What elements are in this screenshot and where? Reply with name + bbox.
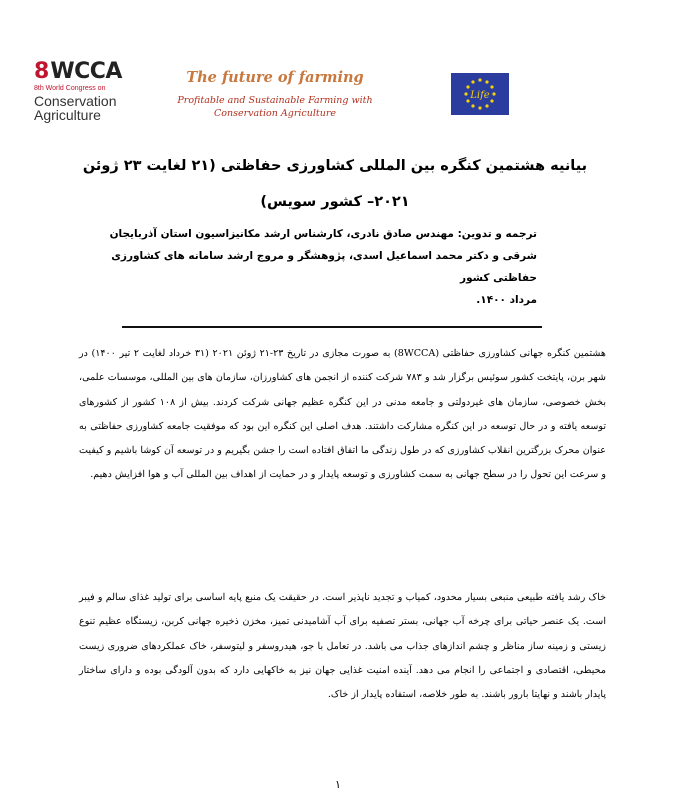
- logo-number: 8: [34, 59, 50, 84]
- logo-text: WCCA: [50, 59, 122, 84]
- header-tagline: [175, 68, 375, 120]
- document-date: مرداد ۱۴۰۰.: [476, 294, 537, 306]
- paragraph: هشتمین کنگره جهانی کشاورزی حفاظتی (8WCCA) به صورت مجازی در تاریخ ۲۳-۲۱ ژوئن ۲۰۲۱ (۳۱ خرداد لغایت ۲ تیر ۱۴۰۰) در شهر برن، پایتخت کشور سوئیس برگزار شد و ۷۸۳ شرکت کننده از انجمن های کشاورزان، سازمان های بین المللی، موسسات علمی، بخش خصوصی، سازمان های غیردولتی و جامعه مدنی در این کنگره عظیم جهانی شرکت کردند. بیش از ۱۰۸ کشور از کشورهای توسعه یافته و در حال توسعه در این کنگره مشارکت داشتند. هدف اصلی این کنگره این بود که موفقیت جامعه کشاورزی حفاظتی به عنوان محرک بزرگترین انقلاب کشاورزی که در طول زندگی ما اتفاق افتاده است را جشن بگیریم و در توسعه آن کوشا باشیم و کیفیت و سرعت این تحول را در سطح جهانی به سمت کشاورزی و توسعه پایدار و در حمایت از اهداف بین المللی آب و هوا افزایش دهیم.: [79, 348, 607, 481]
- logo-mark: [34, 60, 144, 84]
- logo-subtitle: 8th World Congress on: [34, 85, 106, 92]
- section-divider: [122, 326, 542, 328]
- page-number: ۱: [335, 778, 341, 791]
- eu-life-flag-icon: [451, 73, 509, 115]
- logo-line-agriculture: Agriculture: [34, 107, 101, 123]
- document-header: [0, 0, 676, 140]
- paragraph: خاک رشد یافته طبیعی منبعی بسیار محدود، کمیاب و تجدید ناپذیر است. در حقیقت یک منبع پایه اساسی برای تولید غذای سالم و فیبر است. یک عنصر حیاتی برای چرخه آب جهانی، بستر تصفیه برای آب آشامیدنی تمیز، مخزن ذخیره جهانی کربن، زیستگاه عظیم تنوع زیستی و زمینه ساز مناظر و چشم اندازهای جذاب می باشد. در تعامل با جو، هیدروسفر و لیتوسفر، خاک عملکردهای ضروری زیست محیطی، اقتصادی و اجتماعی را انجام می دهد. آینده امنیت غذایی جهان نیز به خاکهایی دارد که بدون آلودگی بوده و دارای ساختار پایدار باشند و نهایتا بارور باشند. به طور خلاصه، استفاده پایدار از خاک.: [79, 592, 606, 701]
- wcca-logo: [34, 60, 144, 126]
- tagline-subtitle: Profitable and Sustainable Farming with Conservation Agriculture: [177, 95, 373, 119]
- tagline-title: The future of farming: [186, 69, 364, 86]
- logo-line-conservation: Conservation: [34, 93, 117, 109]
- document-title: بیانیه هشتمین کنگره بین المللی کشاورزی حفاظتی (۲۱ لغایت ۲۳ ژوئن ۲۰۲۱– کشور سویس): [82, 158, 588, 210]
- translation-credit: ترجمه و تدوین: مهندس صادق نادری، کارشناس ارشد مکانیزاسیون استان آذربایجان شرقی و دکتر محمد اسماعیل اسدی، پژوهشگر و مروج ارشد سامانه های کشاورزی حفاظتی کشور: [109, 228, 537, 284]
- svg-text:Life: Life: [470, 90, 490, 101]
